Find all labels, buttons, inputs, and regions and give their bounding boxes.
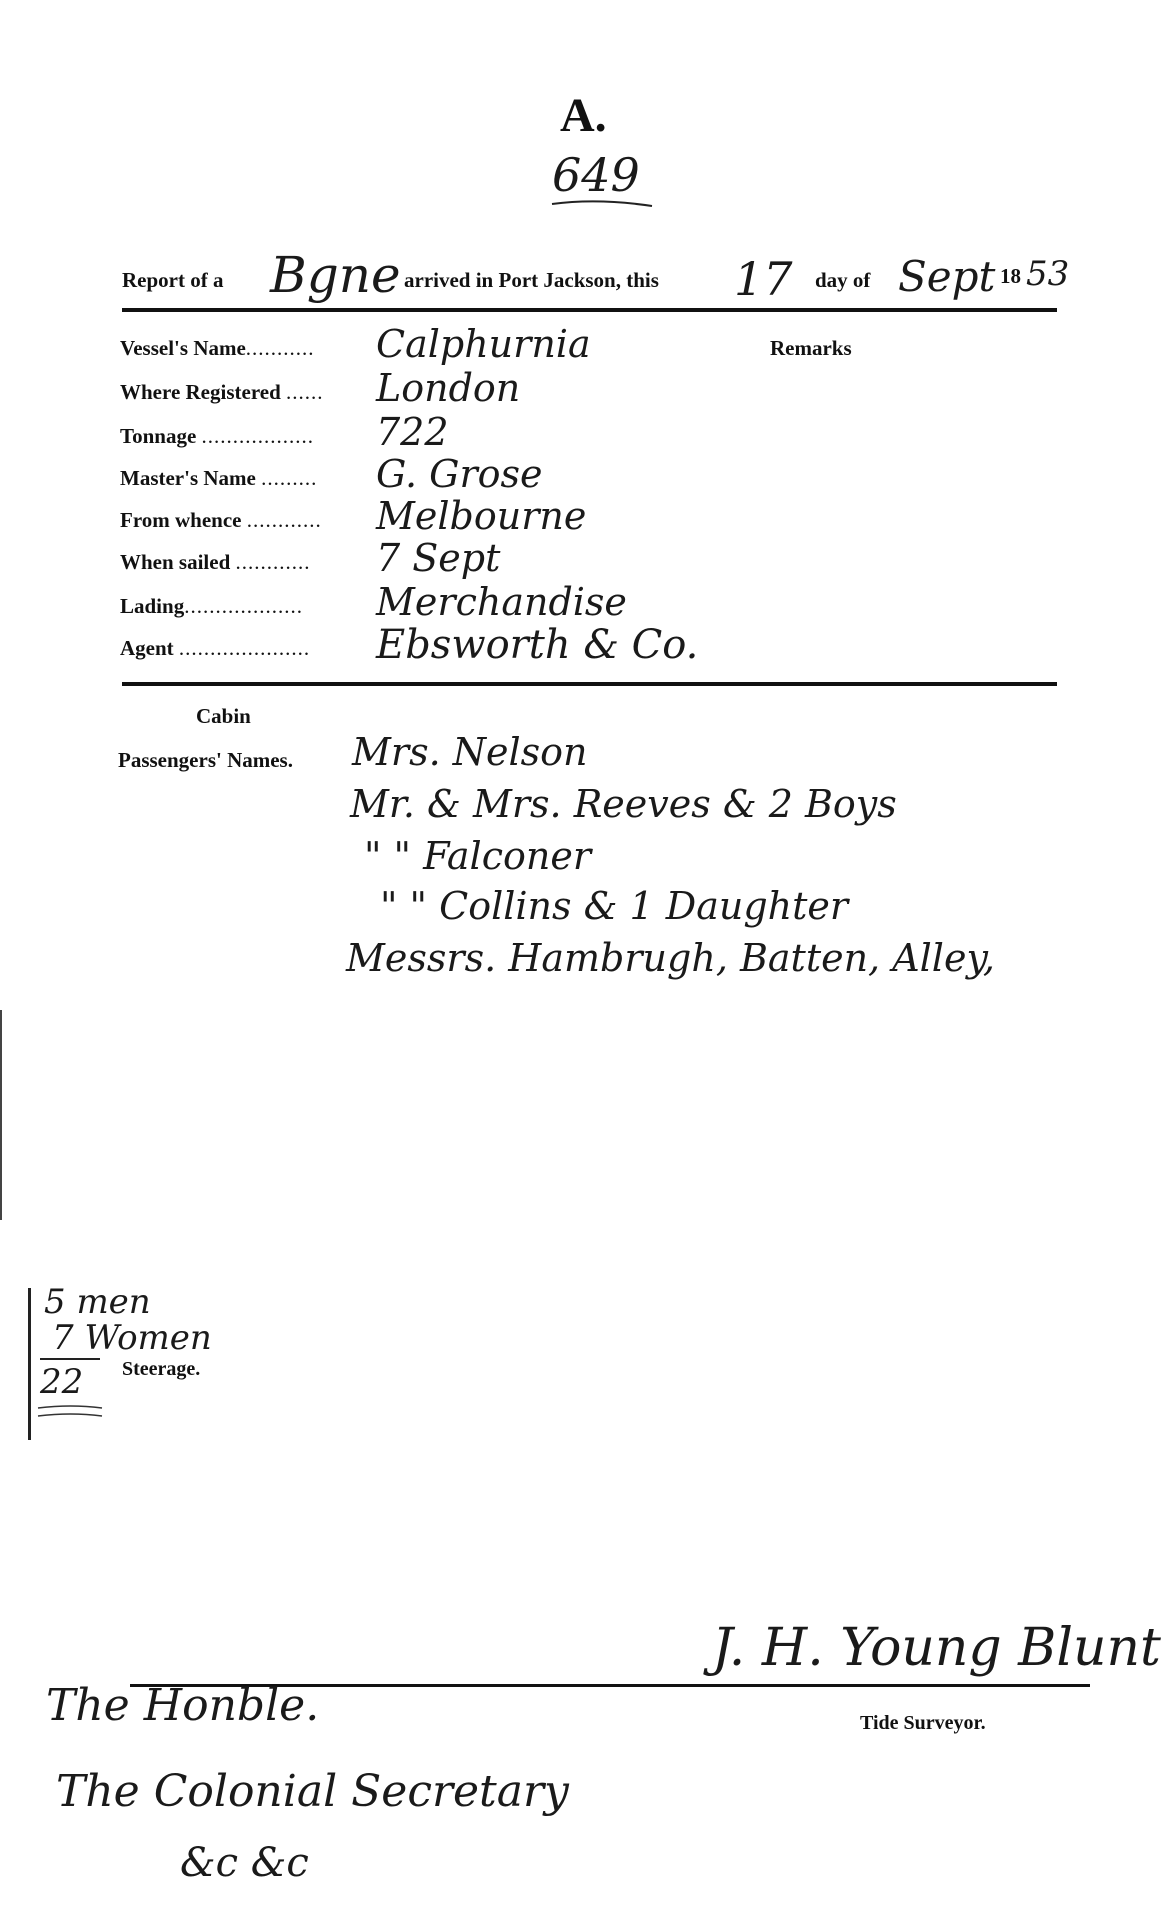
steerage-underline	[36, 1402, 106, 1422]
passenger-line: " " Collins & 1 Daughter	[380, 884, 849, 928]
field-label: Lading...................	[120, 594, 303, 618]
middle-rule	[122, 682, 1057, 686]
passengers-label: Passengers' Names.	[118, 748, 293, 772]
arrived-text: arrived in Port Jackson, this	[404, 268, 659, 292]
passenger-line: Mrs. Nelson	[352, 730, 588, 774]
vessel-name-value: Calphurnia	[376, 322, 591, 366]
field-label: Agent .....................	[120, 636, 311, 660]
signature-role: Tide Surveyor.	[860, 1712, 986, 1734]
cabin-label: Cabin	[196, 704, 251, 728]
remarks-label: Remarks	[770, 336, 852, 360]
master-name-value: G. Grose	[376, 452, 543, 496]
from-whence-value: Melbourne	[376, 494, 587, 538]
steerage-sum-line	[40, 1358, 100, 1360]
field-label: Where Registered ......	[120, 380, 324, 404]
when-sailed-value: 7 Sept	[376, 536, 501, 580]
form-number: 649	[552, 148, 640, 202]
top-rule	[122, 308, 1057, 312]
year-printed: 18	[1000, 264, 1021, 288]
steerage-bracket	[28, 1288, 31, 1440]
field-label: Vessel's Name...........	[120, 336, 315, 360]
month-value: Sept	[898, 252, 996, 301]
agent-value: Ebsworth & Co.	[376, 622, 699, 668]
steerage-total: 22	[40, 1362, 84, 1402]
address-line-1: The Honble.	[46, 1680, 320, 1731]
year-written: 53	[1026, 254, 1070, 294]
tonnage-value: 722	[376, 410, 449, 454]
address-line-3: &c &c	[180, 1840, 309, 1886]
form-letter: A.	[560, 89, 607, 142]
lading-value: Merchandise	[376, 580, 627, 624]
steerage-men: 5 men	[44, 1282, 151, 1322]
field-label: Tonnage ..................	[120, 424, 315, 448]
field-label: Master's Name .........	[120, 466, 318, 490]
field-label: When sailed ............	[120, 550, 311, 574]
report-line	[122, 246, 1082, 310]
steerage-women: 7 Women	[52, 1318, 212, 1358]
day-label: day of	[815, 268, 871, 292]
report-prefix: Report of a	[122, 268, 224, 292]
day-value: 17	[734, 252, 793, 306]
passenger-line: Messrs. Hambrugh, Batten, Alley,	[346, 936, 995, 980]
steerage-label: Steerage.	[122, 1358, 201, 1380]
address-line-2: The Colonial Secretary	[56, 1766, 569, 1817]
field-label: From whence ............	[120, 508, 322, 532]
tide-surveyor-signature: J. H. Young Blunt	[712, 1618, 1161, 1678]
passenger-line: Mr. & Mrs. Reeves & 2 Boys	[350, 782, 897, 826]
passenger-line: " " Falconer	[364, 834, 591, 878]
where-registered-value: London	[376, 366, 521, 410]
form-number-underline	[548, 196, 658, 212]
page-edge-mark	[0, 1010, 2, 1220]
vessel-type-value: Bgne	[270, 246, 401, 304]
